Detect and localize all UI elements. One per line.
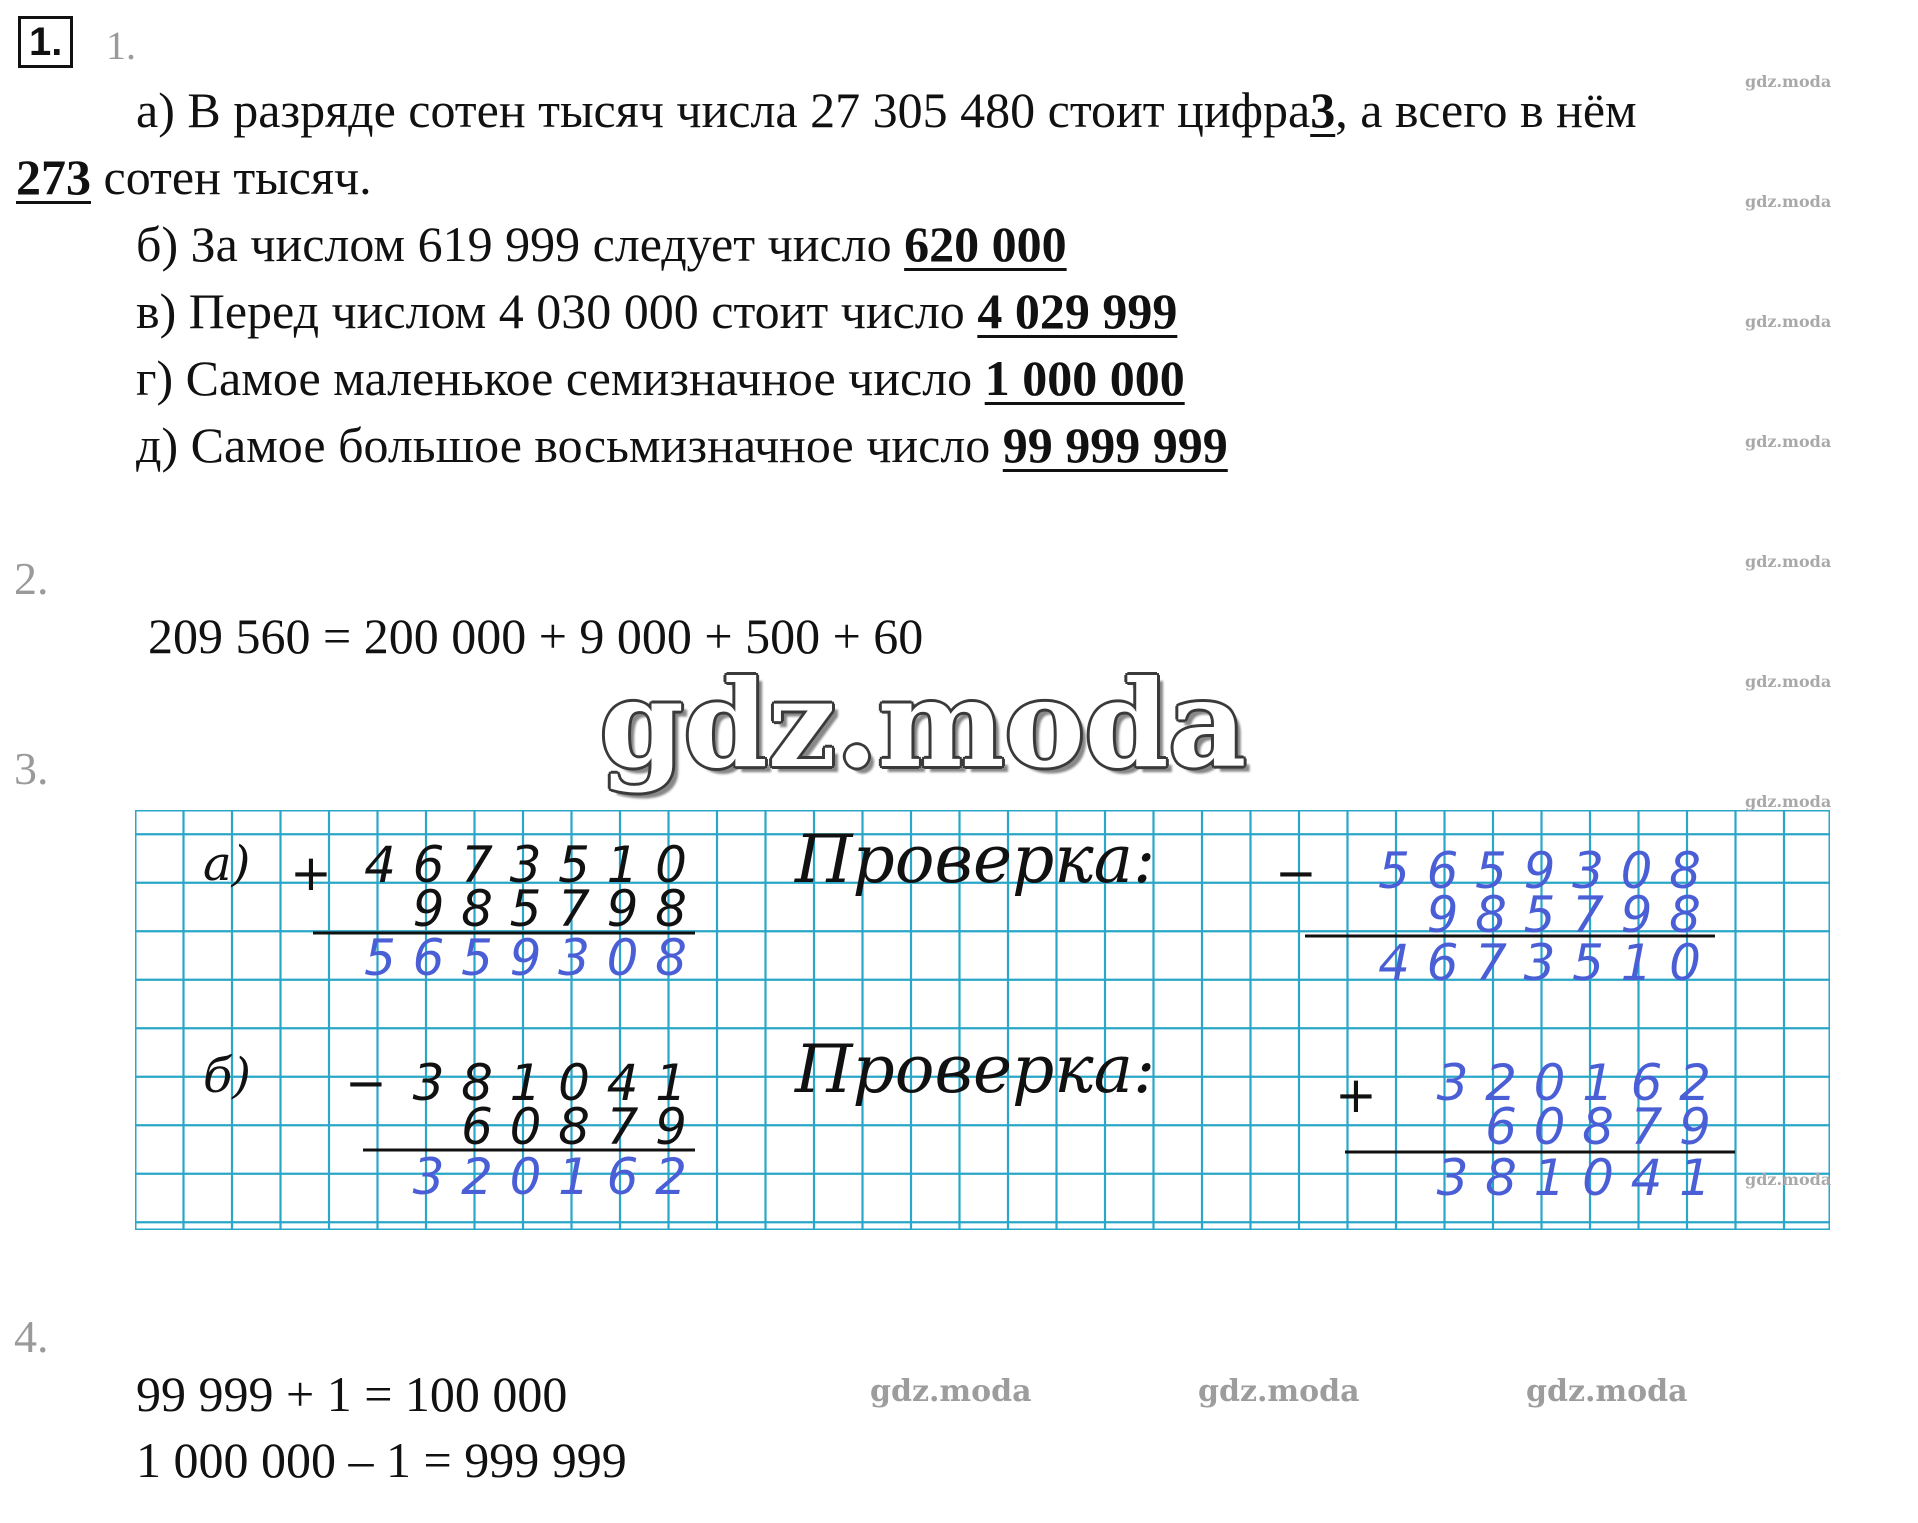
- part-b-op: −: [345, 1054, 387, 1112]
- part-b-result-digit: 2: [655, 1148, 687, 1206]
- part-b-check-result-digit: 8: [1485, 1149, 1517, 1207]
- part-a-operand1-digit: 1: [606, 836, 639, 894]
- watermark-medium: gdz.moda: [1526, 1374, 1688, 1409]
- part-b-check-result-digit: 3: [1436, 1149, 1469, 1207]
- part-b-label: б): [203, 1048, 252, 1104]
- part-b-operand1-digit: 4: [606, 1054, 639, 1112]
- part-b-check-operand2-digit: 8: [1582, 1098, 1614, 1156]
- task1-e-text: д) Самое большое восьмизначное число: [136, 417, 991, 473]
- task1-c-answer: 4 029 999: [977, 283, 1178, 339]
- part-a-check-operand2-digit: 5: [1523, 886, 1556, 944]
- watermark-small: gdz.moda: [1745, 192, 1832, 211]
- task-number-small: 1.: [106, 23, 136, 68]
- part-a-check-result-digit: 7: [1475, 934, 1507, 992]
- grid-paper: [135, 810, 1830, 1230]
- part-a-check-result-digit: 5: [1572, 934, 1604, 992]
- task1-a-answer-count: 273: [16, 149, 91, 205]
- part-a-operand1-digit: 6: [412, 836, 445, 894]
- task-number-badge: 1.: [18, 16, 73, 68]
- part-a-check-operand2-digit: 7: [1572, 886, 1604, 944]
- task1-a-middle: , а всего в нём: [1335, 82, 1637, 138]
- part-a-operand2-digit: 9: [412, 880, 445, 938]
- part-b-check-operand2-digit: 6: [1485, 1098, 1517, 1156]
- task1-line-b: [136, 214, 1067, 274]
- part-a-result-digit: 5: [461, 929, 493, 987]
- task1-line-c: [136, 281, 1177, 341]
- part-a-operand1-digit: 4: [364, 836, 396, 894]
- task1-b-text: б) За числом 619 999 следует число: [136, 216, 892, 272]
- task1-a-answer-digit: 3: [1310, 82, 1336, 138]
- part-b-operand1-digit: 3: [412, 1054, 445, 1112]
- part-b-result-digit: 1: [558, 1148, 590, 1206]
- watermark-small: gdz.moda: [1745, 432, 1832, 451]
- part-a-check-result-digit: 3: [1523, 934, 1556, 992]
- watermark-small: gdz.moda: [1745, 792, 1832, 811]
- part-a-check-operand1-digit: 0: [1620, 842, 1653, 900]
- part-a-result-digit: 6: [412, 929, 445, 987]
- part-a-op: +: [290, 844, 332, 902]
- task2-equation: 209 560 = 200 000 + 9 000 + 500 + 60: [148, 608, 924, 664]
- task4-line1: 99 999 + 1 = 100 000: [136, 1366, 568, 1422]
- part-b-check-operand2-digit: 0: [1533, 1098, 1566, 1156]
- task4-line2: 1 000 000 – 1 = 999 999: [136, 1432, 627, 1488]
- part-b-operand2-digit: 6: [461, 1098, 493, 1156]
- task1-a-text: а) В разряде сотен тысяч числа 27 305 480 стоит цифра: [136, 82, 1311, 138]
- part-b-operand2-digit: 9: [655, 1098, 687, 1156]
- part-a-operand2-digit: 7: [558, 880, 590, 938]
- part-b-check-operand1-digit: 6: [1630, 1054, 1663, 1112]
- task1-line-e: [136, 415, 1228, 475]
- part-a-check-operand1-digit: 5: [1475, 842, 1507, 900]
- task1-line-a: [136, 80, 1637, 140]
- part-a-check-operand1-digit: 9: [1523, 842, 1556, 900]
- part-a-check-operand2-digit: 8: [1475, 886, 1507, 944]
- part-a-operand2-digit: 8: [655, 880, 687, 938]
- part-b-check-result-digit: 1: [1533, 1149, 1566, 1207]
- part-a-result-digit: 5: [364, 929, 396, 987]
- part-a-operand1-digit: 0: [655, 836, 687, 894]
- part-a-check-result-digit: 1: [1620, 934, 1653, 992]
- part-b-check-result-digit: 1: [1679, 1149, 1711, 1207]
- task1-c-text: в) Перед числом 4 030 000 стоит число: [136, 283, 965, 339]
- part-a-result-digit: 0: [606, 929, 639, 987]
- part-b-check-operand1-digit: 2: [1679, 1054, 1711, 1112]
- task1-a-suffix: сотен тысяч.: [103, 149, 372, 205]
- watermark-small: gdz.moda: [1745, 552, 1832, 571]
- task1-d-text: г) Самое маленькое семизначное число: [136, 350, 973, 406]
- part-b-result-digit: 0: [509, 1148, 542, 1206]
- part-b-check-operand1-digit: 1: [1582, 1054, 1614, 1112]
- part-a-check-operand2-digit: 9: [1620, 886, 1653, 944]
- part-b-result-digit: 6: [606, 1148, 639, 1206]
- part-a-check-result-digit: 0: [1669, 934, 1701, 992]
- part-b-operand2-digit: 0: [509, 1098, 542, 1156]
- part-a-operand2-digit: 8: [461, 880, 493, 938]
- part-b-operand1-digit: 8: [461, 1054, 493, 1112]
- part-a-check-result-digit: 4: [1378, 934, 1410, 992]
- part-a-result-digit: 8: [655, 929, 687, 987]
- task3-label: 3.: [14, 743, 49, 794]
- watermark-small: gdz.moda: [1745, 1170, 1832, 1189]
- part-a-check-operand1-digit: 5: [1378, 842, 1410, 900]
- part-a-check-operand1-digit: 3: [1572, 842, 1604, 900]
- task4-label: 4.: [14, 1311, 49, 1362]
- part-a-check-operand2-digit: 8: [1669, 886, 1701, 944]
- part-a-operand1-digit: 7: [461, 836, 493, 894]
- watermark-small: gdz.moda: [1745, 672, 1832, 691]
- task1-line-d: [136, 348, 1185, 408]
- part-b-operand1-digit: 1: [509, 1054, 542, 1112]
- task1-line-a-cont: [16, 147, 372, 207]
- part-a-check-operand1-digit: 6: [1426, 842, 1459, 900]
- part-b-check-operand1-digit: 0: [1533, 1054, 1566, 1112]
- part-a-result-digit: 3: [558, 929, 590, 987]
- part-b-check-op: +: [1335, 1066, 1377, 1124]
- task1-e-answer: 99 999 999: [1002, 417, 1228, 473]
- task2-label: 2.: [14, 553, 49, 604]
- part-a-result-digit: 9: [509, 929, 542, 987]
- watermark-small: gdz.moda: [1745, 72, 1832, 91]
- part-b-check-operand2-digit: 7: [1630, 1098, 1663, 1156]
- part-a-check-op: −: [1275, 844, 1317, 902]
- watermark-large: gdz.moda: [600, 654, 1247, 795]
- task1-b-answer: 620 000: [904, 216, 1067, 272]
- part-a-check-operand1-digit: 8: [1669, 842, 1701, 900]
- task1-d-answer: 1 000 000: [984, 350, 1185, 406]
- part-a-check-operand2-digit: 9: [1426, 886, 1459, 944]
- watermark-medium: gdz.moda: [870, 1374, 1032, 1409]
- part-b-check-operand1-digit: 3: [1436, 1054, 1469, 1112]
- part-a-label: а): [203, 836, 251, 892]
- part-b-check-word: Проверка:: [795, 1031, 1156, 1108]
- part-b-check-result-digit: 4: [1630, 1149, 1663, 1207]
- part-b-result-digit: 2: [461, 1148, 493, 1206]
- part-b-check-result-digit: 0: [1582, 1149, 1614, 1207]
- watermark-medium: gdz.moda: [1198, 1374, 1360, 1409]
- part-a-operand1-digit: 3: [509, 836, 542, 894]
- part-a-check-result-digit: 6: [1426, 934, 1459, 992]
- part-b-operand2-digit: 7: [606, 1098, 639, 1156]
- part-b-result-digit: 3: [412, 1148, 445, 1206]
- part-b-operand1-digit: 0: [558, 1054, 590, 1112]
- part-b-operand2-digit: 8: [558, 1098, 590, 1156]
- part-b-check-operand1-digit: 2: [1485, 1054, 1517, 1112]
- grid-notebook-area: [135, 810, 1830, 1230]
- part-b-operand1-digit: 1: [655, 1054, 687, 1112]
- part-a-operand2-digit: 5: [509, 880, 542, 938]
- part-b-check-operand2-digit: 9: [1679, 1098, 1711, 1156]
- part-a-check-word: Проверка:: [795, 821, 1156, 898]
- part-a-operand1-digit: 5: [558, 836, 590, 894]
- part-a-operand2-digit: 9: [606, 880, 639, 938]
- watermark-small: gdz.moda: [1745, 312, 1832, 331]
